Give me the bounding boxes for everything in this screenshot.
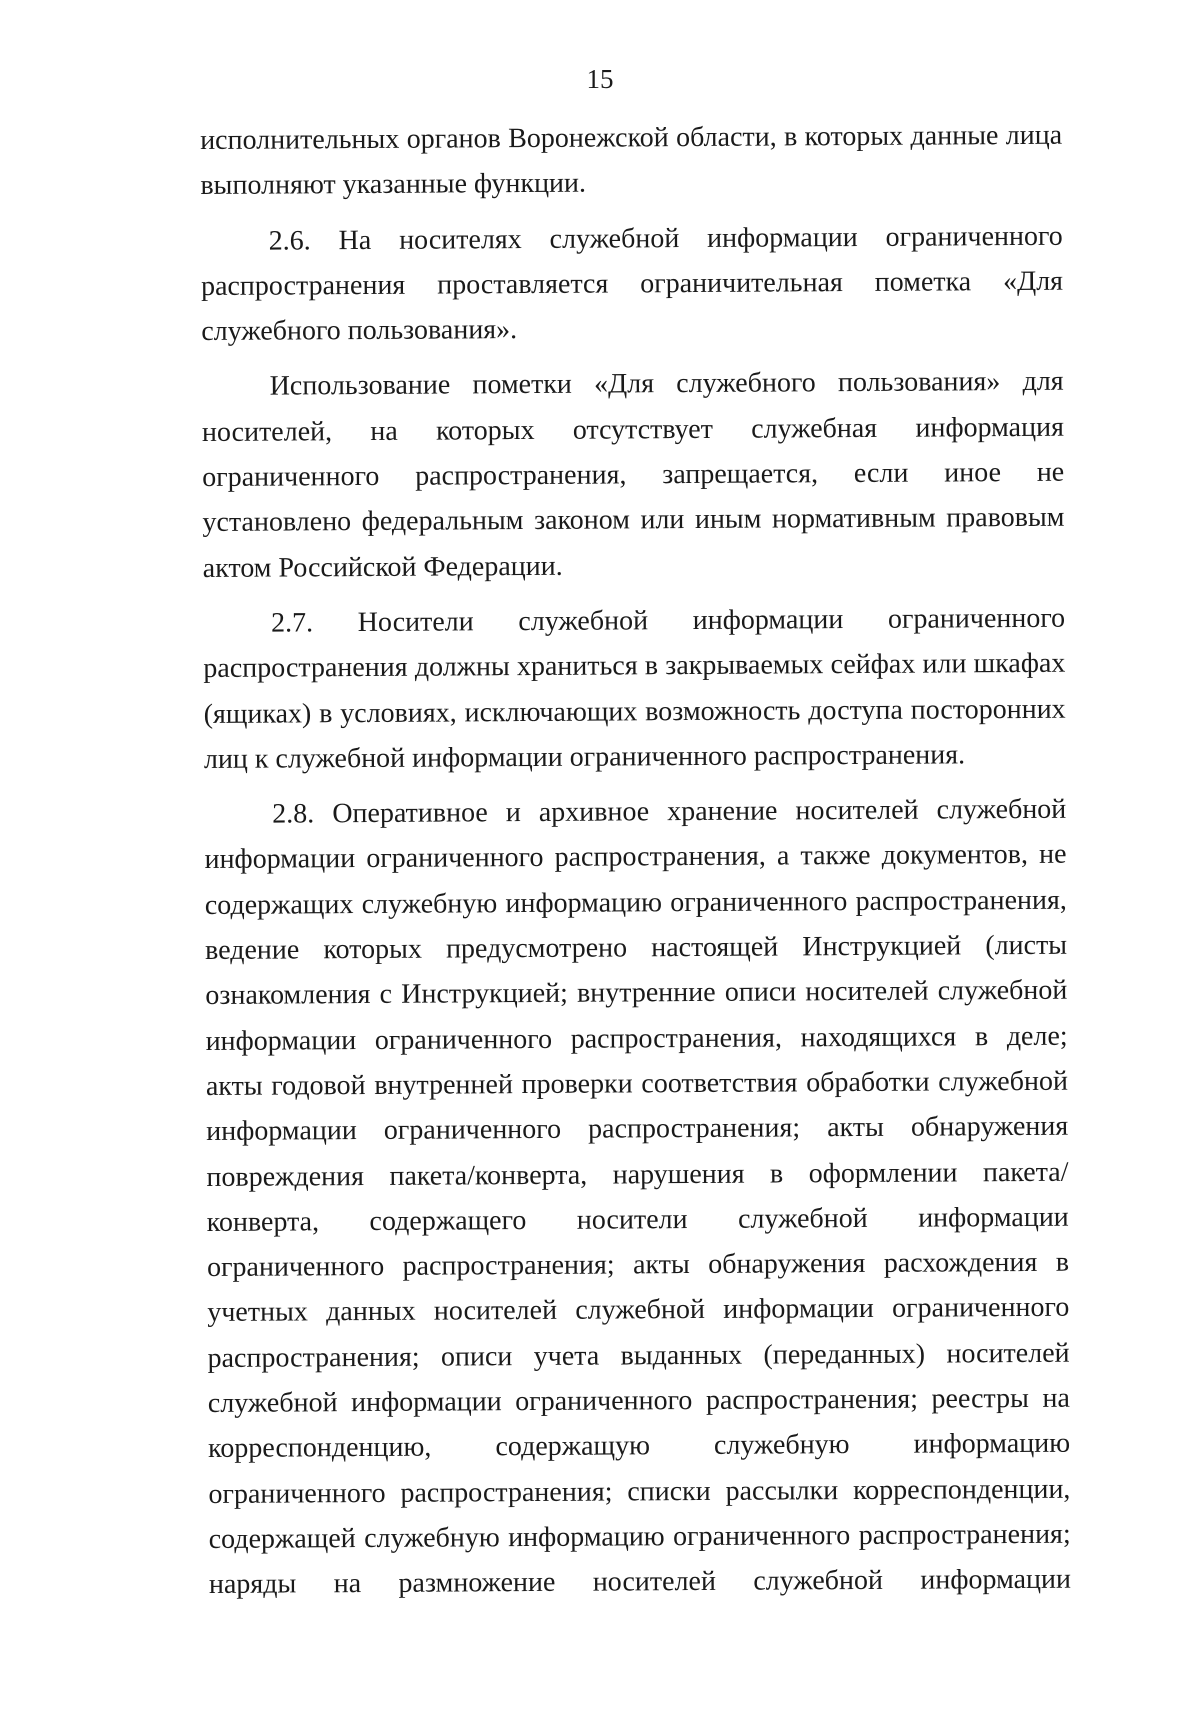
document-body [200,113,1071,1608]
paragraph-2-8: 2.8. Оперативное и архивное хранение носителей служебной информации ограниченного распространения, а также документов, не содержащих служебную информацию ограниченного распространения, ведение которых предусмотрено настоящей Инструкцией (листы ознакомления с Инструкцией; внутренние описи носителей служебной информации ограниченного распространения, находящихся в деле; акты годовой внутренней проверки соответствия обработки служебной информации ограниченного распространения; акты обнаружения повреждения пакета/конверта, нарушения в оформлении пакета/конверта, содержащего носители служебной информации ограниченного распространения; акты обнаружения расхождения в учетных данных носителей служебной информации ограниченного распространения; описи учета выданных (переданных) носителей служебной информации ограниченного распространения; реестры на корреспонденцию, содержащую служебную информацию ограниченного распространения; списки рассылки корреспонденции, содержащей служебную информацию ограниченного распространения; наряды на размножение носителей служебной информации [204,793,1072,1601]
paragraph-2-7: 2.7. Носители служебной информации ограниченного распространения должны храниться в закрываемых сейфах или шкафах (ящиках) в условиях, исключающих возможность доступа посторонних лиц к служебной информации ограниченного распространения. [203,602,1066,775]
paragraph-usage-restriction: Использование пометки «Для служебного пользования» для носителей, на которых отсутствует служебная информация ограниченного распространения, запрещается, если иное не установлено федеральным законом или иным нормативным правовым актом Российской Федерации. [201,366,1065,584]
page-number: 15 [586,64,614,94]
paragraph-2-6: 2.6. На носителях служебной информации ограниченного распространения проставляется ограничительная пометка «Для служебного пользования». [200,220,1064,348]
paragraph-continuation: исполнительных органов Воронежской области, в которых данные лица выполняют указанные функции. [200,119,1063,202]
